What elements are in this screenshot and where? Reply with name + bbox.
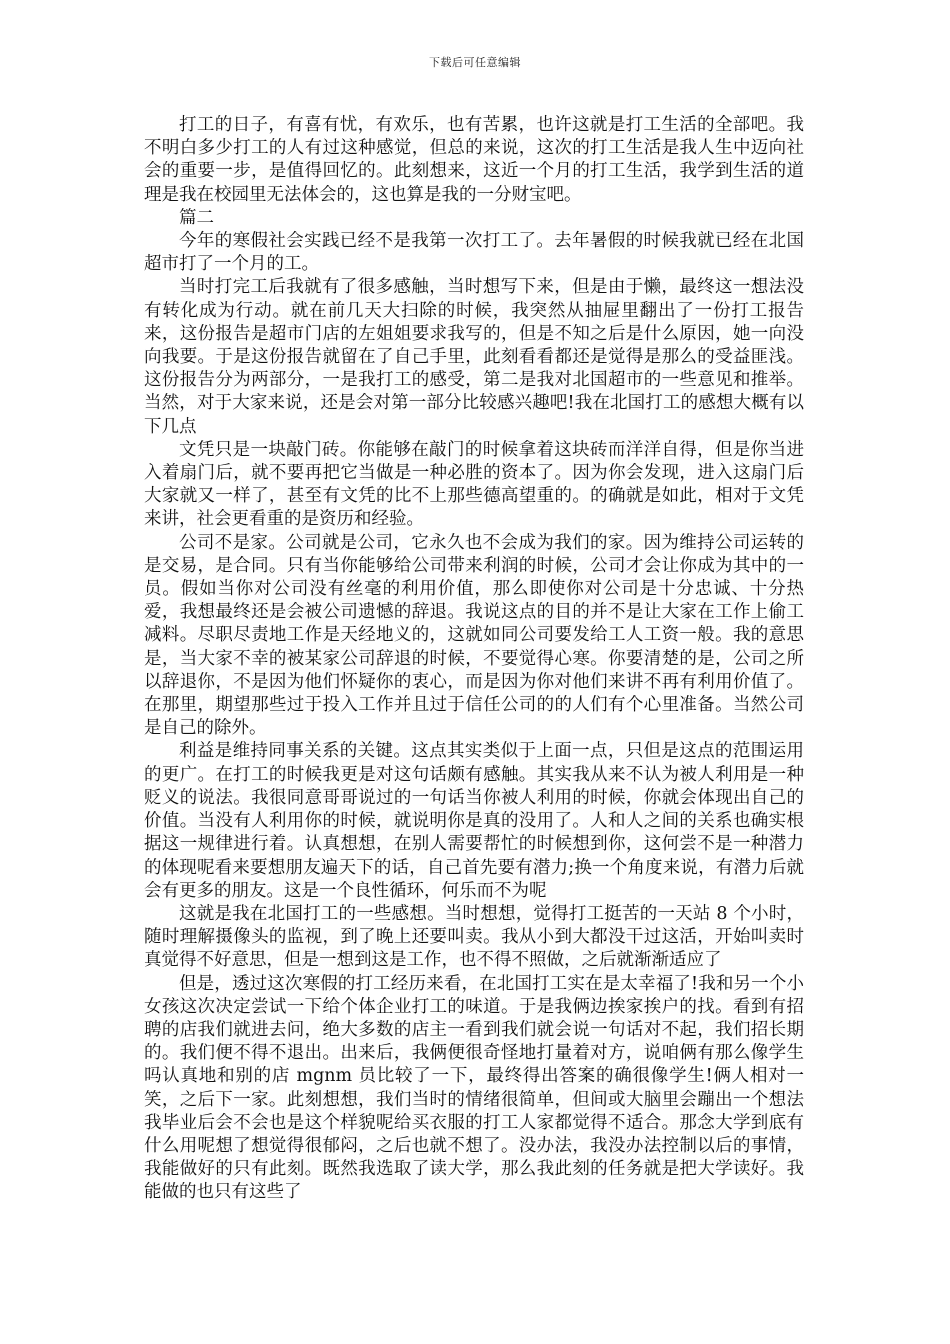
paragraph: 这就是我在北国打工的一些感想。当时想想，觉得打工挺苦的一天站 8 个小时，随时理解摄像头的监视，到了晚上还要叫卖。我从小到大都没干过这活，开始叫卖时真觉得不好意思，但是一想到这是工作，也不得不照做，之后就渐渐适应了 [144, 903, 804, 971]
paragraph: 打工的日子，有喜有忧，有欢乐，也有苦累，也许这就是打工生活的全部吧。我不明白多少打工的人有过这种感觉，但总的来说，这次的打工生活是我人生中迈向社会的重要一步，是值得回忆的。此刻想来，这近一个月的打工生活，我学到生活的道理是我在校园里无法体会的，这也算是我的一分财宝吧。 [144, 115, 804, 205]
paragraph: 当时打完工后我就有了很多感触，当时想写下来，但是由于懒，最终这一想法没有转化成为行动。就在前几天大扫除的时候，我突然从抽屉里翻出了一份打工报告来，这份报告是超市门店的左姐姐要求我写的，但是不知之后是什么原因，她一向没向我要。于是这份报告就留在了自己手里，此刻看看都还是觉得是那么的受益匪浅。这份报告分为两部分，一是我打工的感受，第二是我对北国超市的一些意见和推举。当然，对于大家来说，还是会对第一部分比较感兴趣吧!我在北国打工的感想大概有以下几点 [144, 277, 804, 437]
paragraph: 公司不是家。公司就是公司，它永久也不会成为我们的家。因为维持公司运转的是交易，是合同。只有当你能够给公司带来利润的时候，公司才会让你成为其中的一员。假如当你对公司没有丝毫的利用价值，那么即使你对公司是十分忠诚、十分热爱，我想最终还是会被公司遗憾的辞退。我说这点的目的并不是让大家在工作上偷工减料。尽职尽责地工作是天经地义的，这就如同公司要发给工人工资一般。我的意思是，当大家不幸的被某家公司辞退的时候，不要觉得心寒。你要清楚的是，公司之所以辞退你，不是因为他们怀疑你的衷心，而是因为你对他们来讲不再有利用价值了。在那里，期望那些过于投入工作并且过于信任公司的的人们有个心里准备。当然公司是自己的除外。 [144, 532, 804, 739]
paragraph: 今年的寒假社会实践已经不是我第一次打工了。去年暑假的时候我就已经在北国超市打了一个月的工。 [144, 231, 804, 275]
section-title: 篇二 [179, 207, 214, 228]
document-body [144, 114, 804, 1205]
paragraph: 利益是维持同事关系的关键。这点其实类似于上面一点，只但是这点的范围运用的更广。在打工的时候我更是对这句话颇有感触。其实我从来不认为被人利用是一种贬义的说法。我很同意哥哥说过的一句话当你被人利用的时候，你就会体现出自己的价值。当没有人利用你的时候，就说明你是真的没用了。人和人之间的关系也确实根据这一规律进行着。认真想想，在别人需要帮忙的时候想到你，这何尝不是一种潜力的体现呢看来要想朋友遍天下的话，自己首先要有潜力;换一个角度来说，有潜力后就会有更多的朋友。这是一个良性循环，何乐而不为呢 [144, 741, 804, 901]
page-header: 下载后可任意编辑 [429, 56, 521, 69]
paragraph: 但是，透过这次寒假的打工经历来看，在北国打工实在是太幸福了!我和另一个小女孩这次决定尝试一下给个体企业打工的味道。于是我俩边挨家挨户的找。看到有招聘的店我们就进去问，绝大多数的店主一看到我们就会说一句话对不起，我们招长期的。我们便不得不退出。出来后，我俩便很奇怪地打量着对方，说咱俩有那么像学生吗认真地和别的店 mgnm 员比较了一下，最终得出答案的确很像学生!俩人相对一笑，之后下一家。此刻想想，我们当时的情绪很简单，但间或大脑里会蹦出一个想法我毕业后会不会也是这个样貌呢给买衣服的打工人家都觉得不适合。那念大学到底有什么用呢想了想觉得很郁闷，之后也就不想了。没办法，我没办法控制以后的事情，我能做好的只有此刻。既然我选取了读大学，那么我此刻的任务就是把大学读好。我能做的也只有这些了 [144, 973, 804, 1203]
paragraph: 文凭只是一块敲门砖。你能够在敲门的时候拿着这块砖而洋洋自得，但是你当进入着扇门后，就不要再把它当做是一种必胜的资本了。因为你会发现，进入这扇门后大家就又一样了，甚至有文凭的比不上那些德高望重的。的确就是如此，相对于文凭来讲，社会更看重的是资历和经验。 [144, 439, 804, 530]
